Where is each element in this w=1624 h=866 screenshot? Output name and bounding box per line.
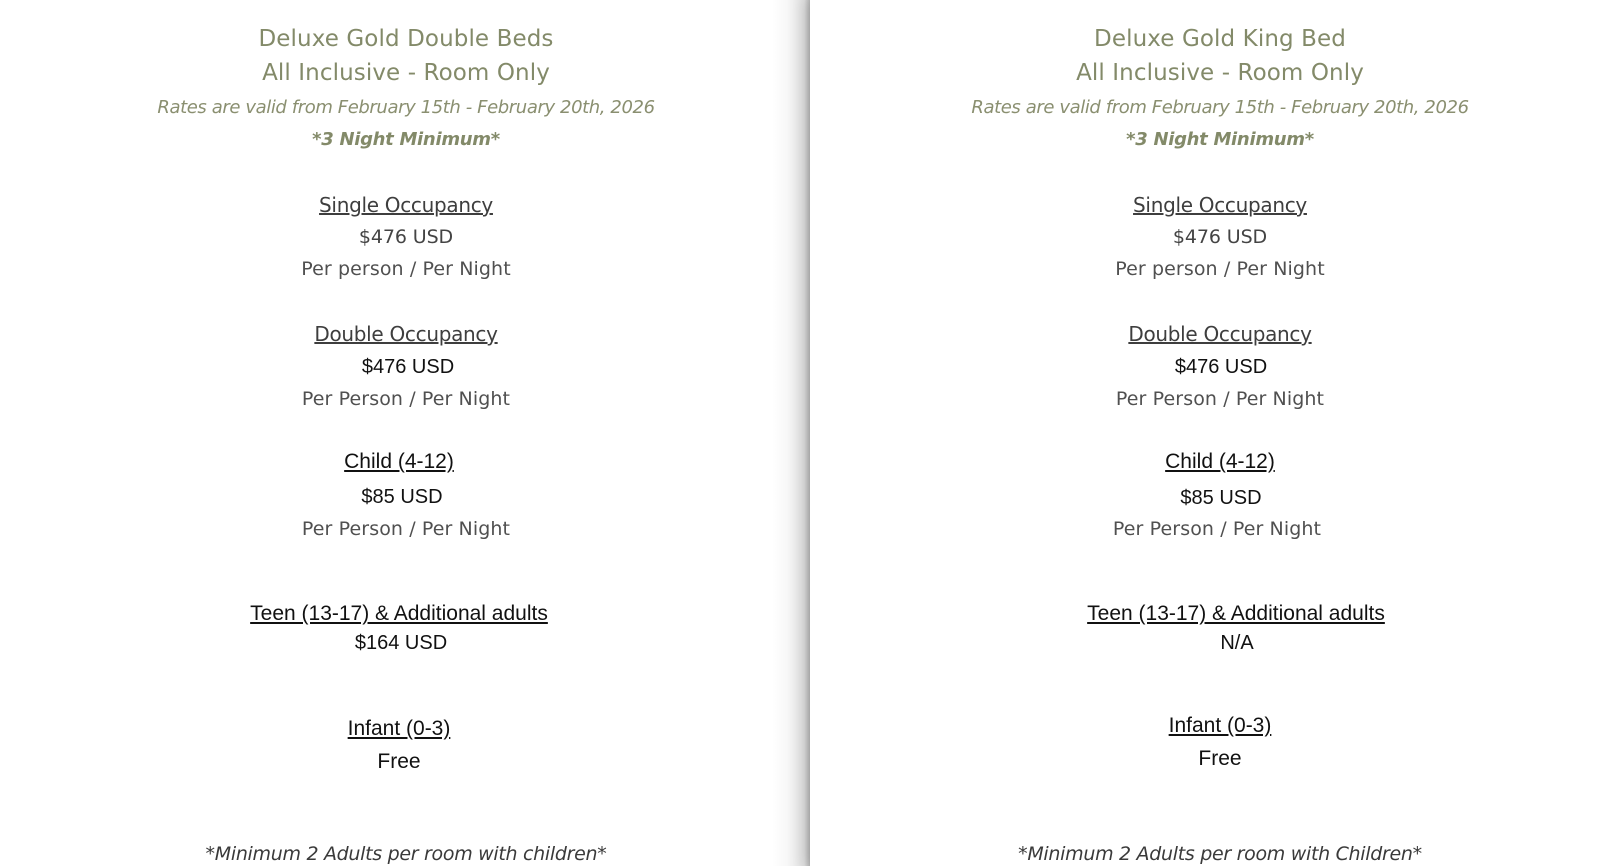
child-basis: Per Person / Per Night [301, 518, 511, 540]
double-occupancy-heading: Double Occupancy [1128, 322, 1312, 346]
single-occupancy-heading: Single Occupancy [1133, 193, 1307, 217]
footer-note: *Minimum 2 Adults per room with Children* [1018, 843, 1422, 865]
single-occupancy-heading: Single Occupancy [319, 193, 493, 217]
meal-plan: All Inclusive - Room Only [262, 60, 550, 86]
teen-additional-adults-price: N/A [1220, 632, 1254, 654]
single-occupancy-basis: Per person / Per Night [1115, 258, 1325, 280]
rate-validity-note: Rates are valid from February 15th - February 20th, 2026 [157, 97, 655, 118]
minimum-nights-note: *3 Night Minimum* [1126, 129, 1314, 150]
teen-additional-adults-heading: Teen (13-17) & Additional adults [1087, 602, 1385, 625]
double-occupancy-basis: Per Person / Per Night [1115, 388, 1325, 410]
rate-validity-note: Rates are valid from February 15th - February 20th, 2026 [971, 97, 1469, 118]
double-occupancy-price: $476 USD [1174, 356, 1268, 378]
double-occupancy-basis: Per Person / Per Night [301, 388, 511, 410]
room-title: Deluxe Gold King Bed [1094, 26, 1346, 52]
single-occupancy-basis: Per person / Per Night [301, 258, 511, 280]
double-occupancy-price: $476 USD [361, 356, 455, 378]
room-title: Deluxe Gold Double Beds [258, 26, 554, 52]
infant-heading: Infant (0-3) [347, 717, 451, 740]
infant-price: Free [1198, 747, 1242, 770]
child-price: $85 USD [361, 486, 443, 508]
room-rate-panel-double-beds [0, 0, 772, 866]
footer-note: *Minimum 2 Adults per room with children* [205, 843, 607, 865]
teen-additional-adults-price: $164 USD [354, 632, 448, 654]
panel-divider [772, 0, 810, 866]
single-occupancy-price: $476 USD [358, 226, 454, 248]
room-rate-panel-king-bed [810, 0, 1624, 866]
single-occupancy-price: $476 USD [1172, 226, 1268, 248]
infant-price: Free [377, 750, 421, 773]
teen-additional-adults-heading: Teen (13-17) & Additional adults [250, 602, 548, 625]
child-heading: Child (4-12) [1165, 450, 1275, 473]
infant-heading: Infant (0-3) [1168, 714, 1272, 737]
child-heading: Child (4-12) [344, 450, 454, 473]
minimum-nights-note: *3 Night Minimum* [312, 129, 500, 150]
double-occupancy-heading: Double Occupancy [314, 322, 498, 346]
meal-plan: All Inclusive - Room Only [1076, 60, 1364, 86]
child-price: $85 USD [1180, 487, 1262, 509]
child-basis: Per Person / Per Night [1112, 518, 1322, 540]
